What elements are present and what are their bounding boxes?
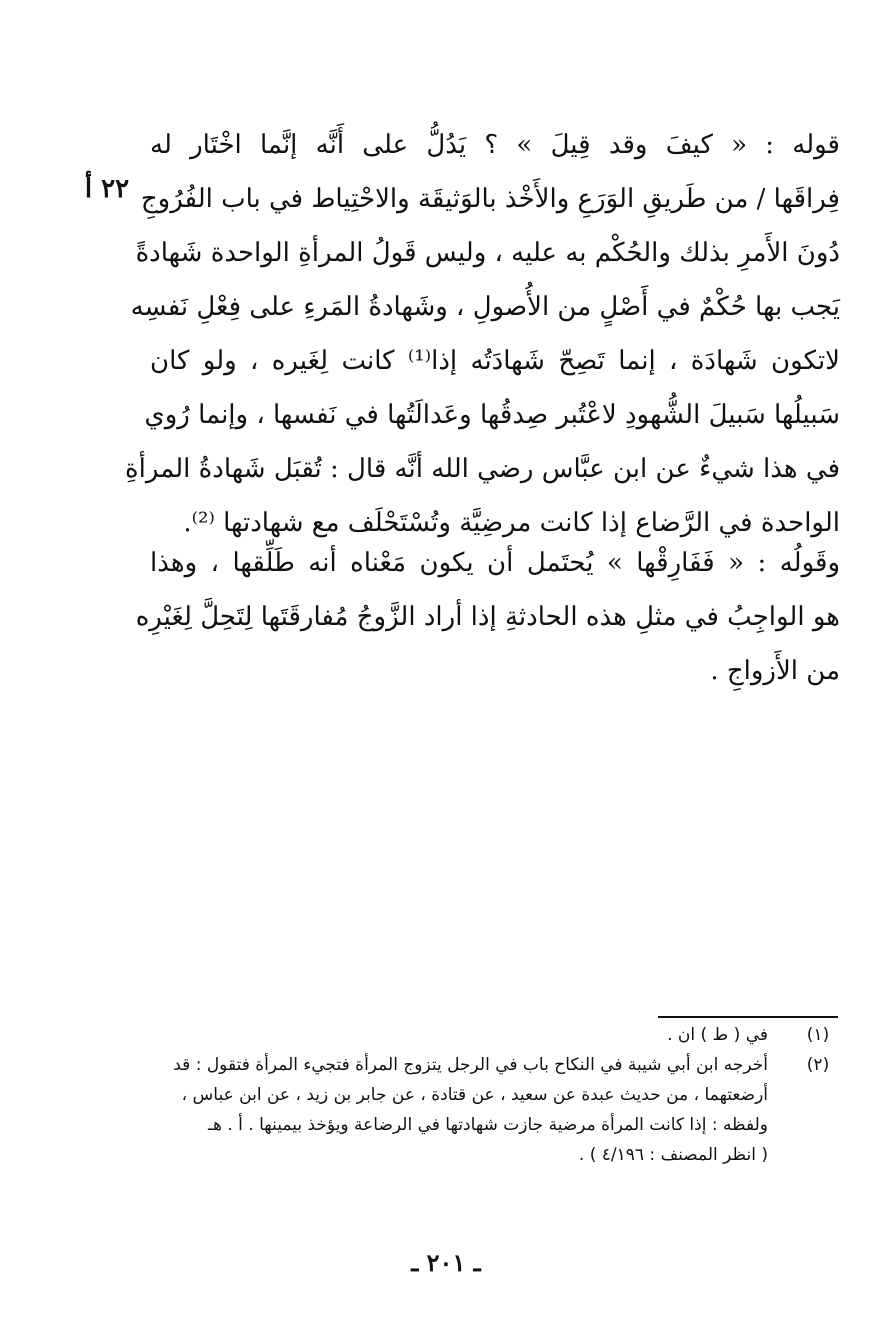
footnote-line: ولفظه : إذا كانت المرأة مرضية جازت شهادتها في الرضاعة ويؤخذ بيمينها . أ . هـ <box>208 1115 768 1135</box>
footnote-separator <box>658 1016 838 1018</box>
text-line: من الأَزواجِ . <box>710 656 840 686</box>
page-number: ـ ٢٠١ ـ <box>411 1248 481 1277</box>
footnote-line: في ( ط ) ان . <box>667 1025 768 1045</box>
text-line: فِراقَها / من طَريقِ الوَرَعِ والأَخْذ بالوَثيقَة والاحْتِياط في باب الفُرُوجِ <box>140 184 840 214</box>
footnote-number: (١) <box>806 1025 830 1045</box>
text-line: لاتكون شَهادَة ، إنما تَصِحّ شَهادَتُه إذا⁽¹⁾ كانت لِغَيره ، ولو كان <box>150 346 841 376</box>
text-line: الواحدة في الرَّضاع إذا كانت مرضِيَّة وتُسْتَحْلَف مع شهادتها ⁽²⁾. <box>183 508 840 538</box>
footnote-body <box>100 1050 768 1170</box>
footnote-number: (٢) <box>806 1055 830 1075</box>
footnote-body <box>100 1020 768 1050</box>
footnote <box>100 1050 840 1170</box>
text-line: هو الواجِبُ في مثلِ هذه الحادثةِ إذا أراد الزَّوجُ مُفارقَتَها لِتَحِلَّ لِغَيْرِه <box>135 602 840 632</box>
paragraph-2 <box>135 536 840 698</box>
footnotes <box>100 1020 840 1170</box>
footnote <box>100 1020 840 1050</box>
text-line: يَجب بها حُكْمٌ في أَصْلٍ من الأُصولِ ، وشَهادةُ المَرءِ على فِعْلِ نَفسِه <box>130 292 840 322</box>
footnote-line: أرضعتهما ، من حديث عبدة عن سعيد ، عن قتادة ، عن جابر بن زيد ، عن ابن عباس ، <box>181 1085 768 1105</box>
footnote-line: أخرجه ابن أبي شيبة في النكاح باب في الرجل يتزوج المرأة فتجيء المرأة فتقول : قد <box>173 1055 768 1075</box>
text-line: في هذا شيءٌ عن ابن عبَّاس رضي الله أنَّه قال : تُقبَل شَهادةُ المرأةِ <box>125 454 840 484</box>
text-line: وقَولُه : « فَفَارِقْها » يُحتَمل أن يكون مَعْناه أنه طَلِّقها ، وهذا <box>150 548 840 578</box>
paragraph-1 <box>125 118 841 550</box>
text-line: قوله : « كيفَ وقد قِيلَ » ؟ يَدُلُّ على أَنَّه إنَّما اخْتَار له <box>150 130 840 160</box>
text-line: دُونَ الأَمرِ بذلك والحُكْم به عليه ، وليس قَولُ المرأةِ الواحدة شَهادةً <box>135 238 840 268</box>
manuscript-folio-marker: ٢٢ أ <box>84 174 130 204</box>
text-line: سَبيلُها سَبيلَ الشُّهودِ لاعْتُبر صِدقُها وعَدالَتُها في نَفسها ، وإنما رُوي <box>144 400 840 430</box>
footnote-line: ( انظر المصنف : ٤/١٩٦ ) . <box>578 1145 768 1165</box>
